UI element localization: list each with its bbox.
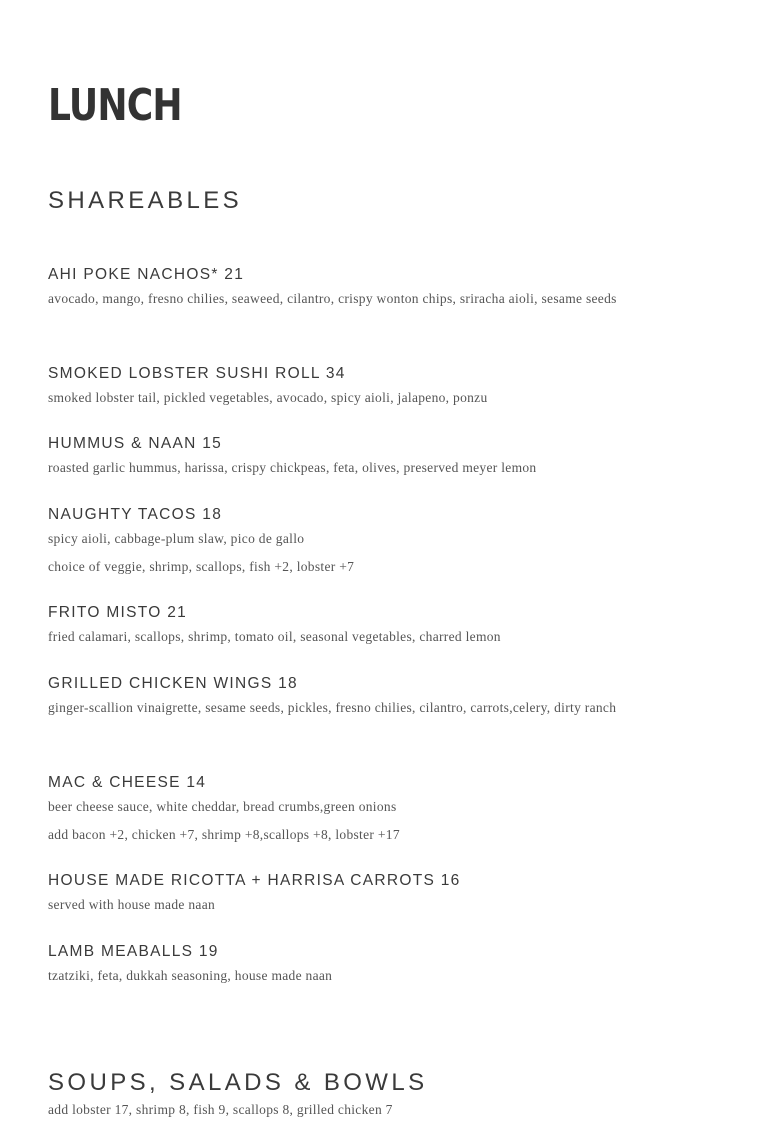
item-name: MAC & CHEESE 14 (48, 774, 207, 791)
item-description: smoked lobster tail, pickled vegetables, avocado, spicy aioli, jalapeno, ponzu (48, 390, 488, 405)
item-name: HOUSE MADE RICOTTA + HARRISA CARROTS 16 (48, 872, 461, 889)
item-name: FRITO MISTO 21 (48, 604, 188, 621)
item-description: fried calamari, scallops, shrimp, tomato oil, seasonal vegetables, charred lemon (48, 629, 501, 644)
page-title: LUNCH (48, 80, 182, 131)
item-description: spicy aioli, cabbage-plum slaw, pico de gallo (48, 531, 305, 546)
item-addon-note: choice of veggie, shrimp, scallops, fish +2, lobster +7 (48, 559, 355, 574)
menu-item-house-made-ricotta (48, 871, 738, 919)
section-title-soups-salads-bowls: SOUPS, SALADS & BOWLS (48, 1069, 428, 1096)
item-description: tzatziki, feta, dukkah seasoning, house made naan (48, 968, 333, 983)
item-name: SMOKED LOBSTER SUSHI ROLL 34 (48, 365, 346, 382)
menu-item-naughty-tacos (48, 505, 738, 581)
item-description: roasted garlic hummus, harissa, crispy chickpeas, feta, olives, preserved meyer lemon (48, 460, 537, 475)
menu-item-frito-misto (48, 603, 738, 651)
item-name: LAMB MEABALLS 19 (48, 943, 219, 960)
menu-item-mac-cheese (48, 773, 738, 849)
section-addon-note: add lobster 17, shrimp 8, fish 9, scallops 8, grilled chicken 7 (48, 1102, 393, 1117)
item-description: beer cheese sauce, white cheddar, bread crumbs,green onions (48, 799, 397, 814)
item-description: avocado, mango, fresno chilies, seaweed, cilantro, crispy wonton chips, sriracha aioli, sesame seeds (48, 291, 617, 306)
item-name: HUMMUS & NAAN 15 (48, 435, 223, 452)
item-description: served with house made naan (48, 897, 216, 912)
menu-item-ahi-poke-nachos (48, 265, 738, 313)
item-name: AHI POKE NACHOS* 21 (48, 266, 245, 283)
menu-item-lamb-meatballs (48, 942, 738, 990)
menu-item-hummus-naan (48, 434, 738, 482)
section-title-shareables: SHAREABLES (48, 187, 243, 214)
item-name: GRILLED CHICKEN WINGS 18 (48, 675, 298, 692)
menu-item-smoked-lobster-sushi-roll (48, 364, 738, 412)
item-description: ginger-scallion vinaigrette, sesame seeds, pickles, fresno chilies, cilantro, carrots,celery, dirty ranch (48, 700, 617, 715)
item-addon-note: add bacon +2, chicken +7, shrimp +8,scallops +8, lobster +17 (48, 827, 400, 842)
menu-item-grilled-chicken-wings (48, 674, 738, 722)
item-name: NAUGHTY TACOS 18 (48, 506, 223, 523)
